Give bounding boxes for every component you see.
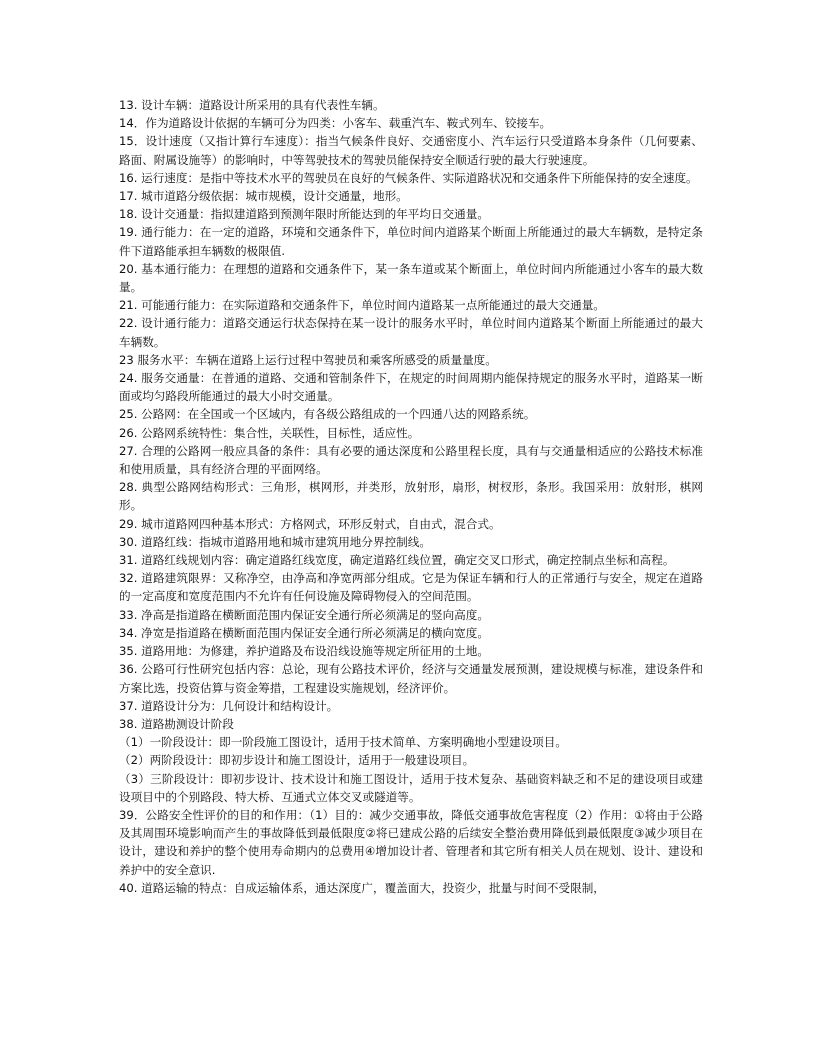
paragraph-27: 27. 合理的公路网一般应具备的条件：具有必要的通达深度和公路里程长度，具有与交通量相适应的公路技术标准和使用质量，具有经济合理的平面网络。 xyxy=(119,443,703,477)
paragraph-32: 32. 道路建筑限界：又称净空，由净高和净宽两部分组成。它是为保证车辆和行人的正常通行与安全，规定在道路的一定高度和宽度范围内不允许有任何设施及障碍物侵入的空间范围。 xyxy=(119,571,703,604)
paragraph-38-1: （1）一阶段设计：即一阶段施工图设计，适用于技术简单、方案明确地小型建设项目。 xyxy=(119,735,567,750)
paragraph-23: 23 服务水平：车辆在道路上运行过程中驾驶员和乘客所感受的质量量度。 xyxy=(119,352,497,367)
paragraph-20: 20. 基本通行能力：在理想的道路和交通条件下，某一条车道或某个断面上，单位时间内所能通过小客车的最大数量。 xyxy=(119,261,703,295)
paragraph-38-3: （3）三阶段设计：即初步设计、技术设计和施工图设计，适用于技术复杂、基础资料缺乏和不足的建设项目或建设项目中的个别路段、特大桥、互通式立体交叉或隧道等。 xyxy=(119,771,703,804)
paragraph-33: 33. 净高是指道路在横断面范围内保证安全通行所必须满足的竖向高度。 xyxy=(119,607,489,622)
paragraph-22: 22. 设计通行能力：道路交通运行状态保持在某一设计的服务水平时，单位时间内道路某个断面上所能通过的最大车辆数。 xyxy=(119,316,703,349)
paragraph-17: 17. 城市道路分级依据：城市规模，设计交通量，地形。 xyxy=(119,189,408,204)
paragraph-29: 29. 城市道路网四种基本形式：方格网式，环形反射式，自由式，混合式。 xyxy=(119,516,501,531)
paragraph-21: 21. 可能通行能力：在实际道路和交通条件下，单位时间内道路某一点所能通过的最大交通量。 xyxy=(119,298,605,313)
paragraph-40: 40. 道路运输的特点：自成运输体系，通达深度广，覆盖面大，投资少，批量与时间不受限制， xyxy=(119,880,605,895)
paragraph-24: 24. 服务交通量：在普通的道路、交通和管制条件下，在规定的时间周期内能保持规定的服务水平时，道路某一断面或均匀路段所能通过的最大小时交通量。 xyxy=(119,371,703,404)
paragraph-14: 14．作为道路设计依据的车辆可分为四类：小客车、载重汽车、鞍式列车、铰接车。 xyxy=(119,116,552,131)
paragraph-25: 25. 公路网：在全国或一个区域内，有各级公路组成的一个四通八达的网路系统。 xyxy=(119,407,536,422)
paragraph-34: 34. 净宽是指道路在横断面范围内保证安全通行所必须满足的横向宽度。 xyxy=(119,625,489,640)
paragraph-26: 26. 公路网系统特性：集合性，关联性，目标性，适应性。 xyxy=(119,425,420,440)
paragraph-28: 28. 典型公路网结构形式：三角形，棋网形，并类形，放射形，扇形，树杈形，条形。我国采用：放射形，棋网形。 xyxy=(119,480,703,513)
paragraph-38: 38. 道路勘测设计阶段 xyxy=(119,716,234,731)
paragraph-39: 39．公路安全性评价的目的和作用：（1）目的：减少交通事故，降低交通事故危害程度（2）作用：①将由于公路及其周围环境影响而产生的事故降低到最低限度②将已建成公路的后续安全整治费用降低到最低限度③减少项目在设计，建设和养护的整个使用寿命期内的总费用④增加设计者、管理者和其它所有相关人员在规划、设计、建设和养护中的安全意识. xyxy=(119,807,703,877)
document-page xyxy=(119,96,703,897)
paragraph-16: 16. 运行速度：是指中等技术水平的驾驶员在良好的气候条件、实际道路状况和交通条件下所能保持的安全速度。 xyxy=(119,170,698,185)
paragraph-15: 15．设计速度（又指计算行车速度）：指当气候条件良好、交通密度小、汽车运行只受道路本身条件（几何要素、路面、附属设施等）的影响时，中等驾驶技术的驾驶员能保持安全顺适行驶的最大行驶速度。 xyxy=(119,134,703,167)
paragraph-19: 19. 通行能力：在一定的道路，环境和交通条件下，单位时间内道路某个断面上所能通过的最大车辆数，是特定条件下道路能承担车辆数的极限值. xyxy=(119,225,703,258)
paragraph-38-2: （2）两阶段设计：即初步设计和施工图设计，适用于一般建设项目。 xyxy=(119,753,475,768)
paragraph-18: 18. 设计交通量：指拟建道路到预测年限时所能达到的年平均日交通量。 xyxy=(119,207,489,222)
paragraph-13: 13. 设计车辆：道路设计所采用的具有代表性车辆。 xyxy=(119,98,385,112)
paragraph-30: 30. 道路红线：指城市道路用地和城市建筑用地分界控制线。 xyxy=(119,534,431,549)
paragraph-31: 31. 道路红线规划内容：确定道路红线宽度，确定道路红线位置，确定交叉口形式，确定控制点坐标和高程。 xyxy=(119,553,675,568)
paragraph-35: 35. 道路用地：为修建，养护道路及布设沿线设施等规定所征用的土地。 xyxy=(119,644,489,659)
paragraph-37: 37. 道路设计分为：几何设计和结构设计。 xyxy=(119,698,339,713)
paragraph-36: 36. 公路可行性研究包括内容：总论，现有公路技术评价，经济与交通量发展预测，建设规模与标准，建设条件和方案比选，投资估算与资金筹措，工程建设实施规划，经济评价。 xyxy=(119,662,703,695)
